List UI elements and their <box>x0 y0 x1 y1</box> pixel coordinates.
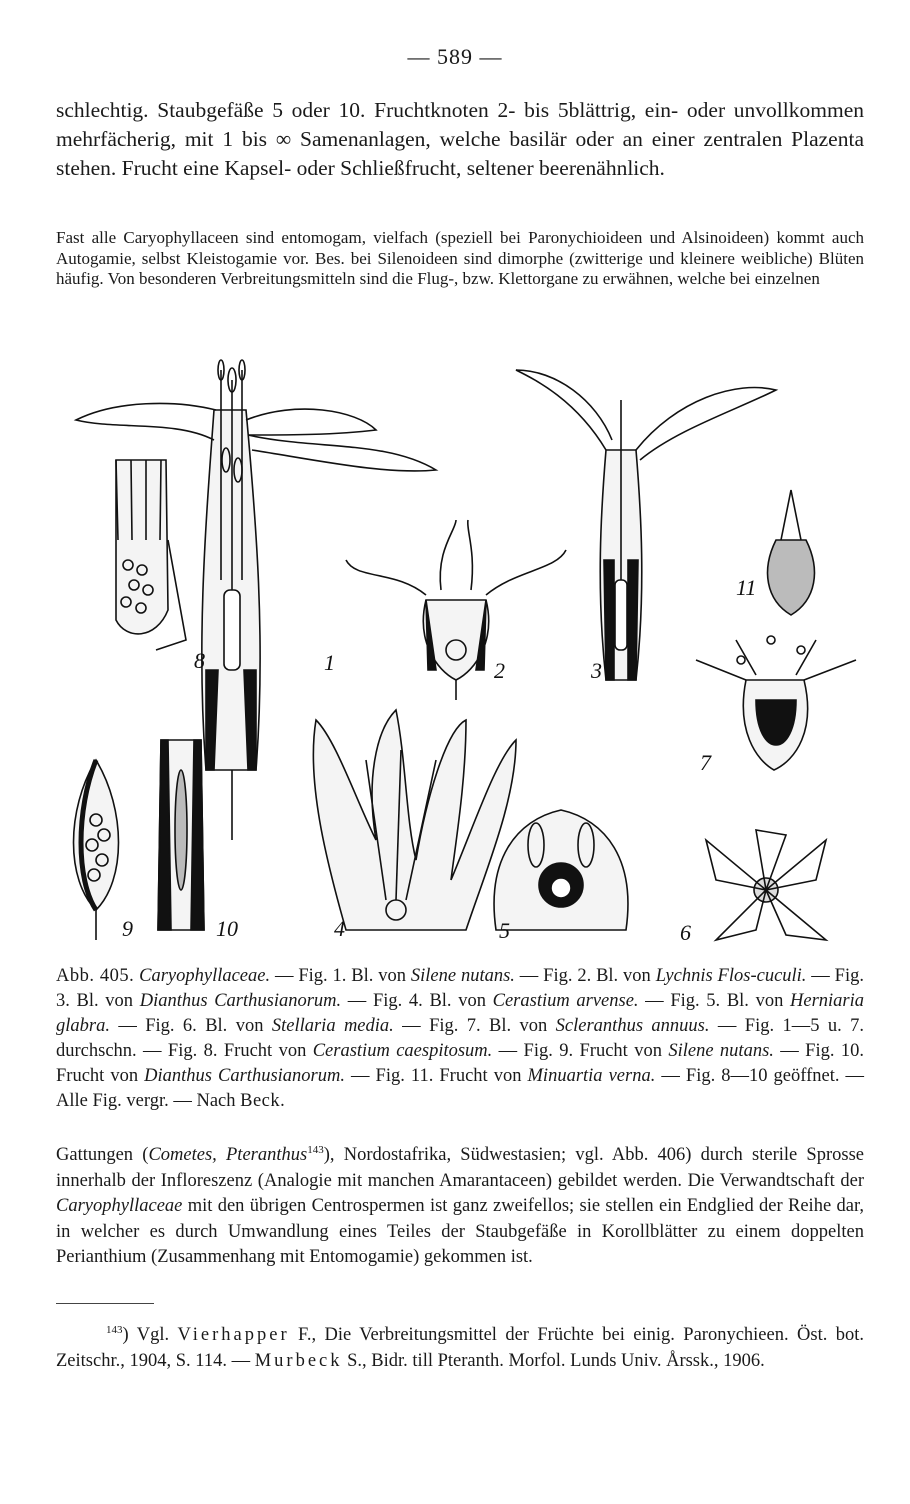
caption-species: Silene nutans. <box>410 966 515 986</box>
fig-label-1: 1 <box>324 650 335 675</box>
caption-text: . <box>280 1091 285 1111</box>
fig-label-10: 10 <box>216 916 238 941</box>
fig10-dianthus-fruit <box>158 740 204 930</box>
figure-caption <box>56 964 864 1114</box>
footnote-reference[interactable]: 143 <box>307 1144 324 1156</box>
figure-caryophyllaceae <box>56 340 870 952</box>
genus-names: Cometes, Pteranthus <box>148 1145 308 1166</box>
footnote-text: S., Bidr. till Pteranth. Morfol. Lunds Univ. Årssk., 1906. <box>342 1350 765 1371</box>
caption-species: Cerastium arvense. <box>492 991 639 1011</box>
fig9-silene-fruit <box>74 760 119 940</box>
fig-label-9: 9 <box>122 916 133 941</box>
caption-species: Minuartia verna. <box>527 1066 656 1086</box>
paragraph-intro: schlechtig. Staubgefäße 5 oder 10. Fruchtknoten 2- bis 5blättrig, ein- oder unvollkommen mehrfächerig, mit 1 bis ∞ Samenanlagen, welche basilär oder an einer zentralen Plazenta stehen. Frucht eine Kapsel- oder Schließfrucht, seltener beerenähnlich. <box>56 98 864 180</box>
fig8-cerastium-fruit <box>116 460 186 650</box>
paragraph-text: ), Nordostafrika, Südwestasien; vgl. Abb. 406) durch sterile Sprosse innerhalb der Infloreszenz (Analogie mit manchen Amarantaceen) gebildet werden. Die Verwandtschaft der <box>56 1145 864 1191</box>
fig-label-7: 7 <box>700 750 711 775</box>
fig5-herniaria-flower <box>494 810 628 930</box>
footnote-text: F., Die Verbreitungsmittel der Früchte bei einig. Paronychieen. Öst. bot. Zeitschr., 1904, S. 114. — <box>56 1325 864 1371</box>
fig-label-11: 11 <box>736 575 757 600</box>
fig-label-6: 6 <box>680 920 691 945</box>
fig6-stellaria-flower <box>706 830 826 940</box>
caption-text: — Fig. 5. Bl. von <box>638 991 790 1011</box>
botanical-illustration <box>56 340 870 952</box>
caption-text: — Fig. 10. Frucht von <box>56 1041 864 1086</box>
caption-species: Herniaria glabra. <box>56 991 864 1036</box>
footnote-author: Vierhapper <box>177 1325 290 1346</box>
caption-species: Silene nutans. <box>668 1041 774 1061</box>
caption-species: Scleranthus annuus. <box>555 1016 710 1036</box>
caption-figure-number: Abb. 405. <box>56 966 135 986</box>
fig-label-8: 8 <box>194 648 205 673</box>
footnote-divider <box>56 1303 154 1304</box>
caption-author: Beck <box>240 1091 281 1111</box>
fig11-minuartia-fruit <box>768 490 815 615</box>
caption-species: Stellaria media. <box>271 1016 394 1036</box>
caption-text: — Fig. 6. Bl. von <box>109 1016 272 1036</box>
caption-text: — Fig. 9. Frucht von <box>492 1041 669 1061</box>
caption-species: Cerastium caespitosum. <box>312 1041 493 1061</box>
caption-text: — Fig. 11. Frucht von <box>344 1066 528 1086</box>
caption-text: — Fig. 7. Bl. von <box>393 1016 556 1036</box>
fig4-cerastium-flower <box>313 710 516 930</box>
family-name: Caryophyllaceae <box>56 1196 183 1217</box>
paragraph-pollination: Fast alle Caryophyllaceen sind entomogam, vielfach (speziell bei Paronychioideen und Alsinoideen) kommt auch Autogamie, selbst Kleistogamie vor. Bes. bei Silenoideen sind dimorphe (zwitterige und kleinere weibliche) Blüten häufig. Von besonderen Verbreitungsmitteln sind die Flug-, bzw. Klettorgane zu erwähnen, welche bei einzelnen <box>56 228 864 288</box>
paragraph-text: mit den übrigen Centrospermen ist ganz zweifellos; sie stellen ein Endglied der Reihe dar, in welcher es durch Umwandlung eines Teiles der Staubgefäße in Korollblätter zu einem doppelten Perianthium (Zusammenhang mit Entomogamie) gekommen ist. <box>56 1196 864 1268</box>
caption-species: Dianthus Carthusianorum. <box>144 1066 345 1086</box>
caption-species: Lychnis Flos-cuculi. <box>655 966 807 986</box>
page-number: — 589 — <box>407 44 503 69</box>
fig-label-5: 5 <box>499 918 510 943</box>
paragraph-genera <box>56 1138 864 1271</box>
footnote-author: Murbeck <box>254 1350 343 1371</box>
caption-species: Dianthus Carthusianorum. <box>139 991 342 1011</box>
footnote-143 <box>56 1318 864 1374</box>
paragraph-text: Gattungen ( <box>56 1145 149 1166</box>
footnote-text: ) Vgl. <box>122 1325 178 1346</box>
fig2-lychnis-flower <box>346 520 566 700</box>
fig-label-4: 4 <box>334 916 345 941</box>
caption-text: — Fig. 3. Bl. von <box>56 966 864 1011</box>
caption-text: — Fig. 8—10 geöffnet. — Alle Fig. vergr. — Nach <box>56 1066 865 1111</box>
caption-text: — Fig. 4. Bl. von <box>341 991 493 1011</box>
caption-text: — Fig. 1. Bl. von <box>270 966 411 986</box>
fig7-scleranthus-flower <box>696 636 856 770</box>
fig3-dianthus-flower <box>516 370 776 680</box>
fig-label-2: 2 <box>494 658 505 683</box>
caption-text: — Fig. 2. Bl. von <box>514 966 656 986</box>
caption-family: Caryophyllaceae. <box>139 966 271 986</box>
caption-text: — Fig. 1—5 u. 7. durchschn. — Fig. 8. Frucht von <box>56 1016 864 1061</box>
footnote-number: 143 <box>106 1324 123 1336</box>
fig-label-3: 3 <box>591 658 602 683</box>
